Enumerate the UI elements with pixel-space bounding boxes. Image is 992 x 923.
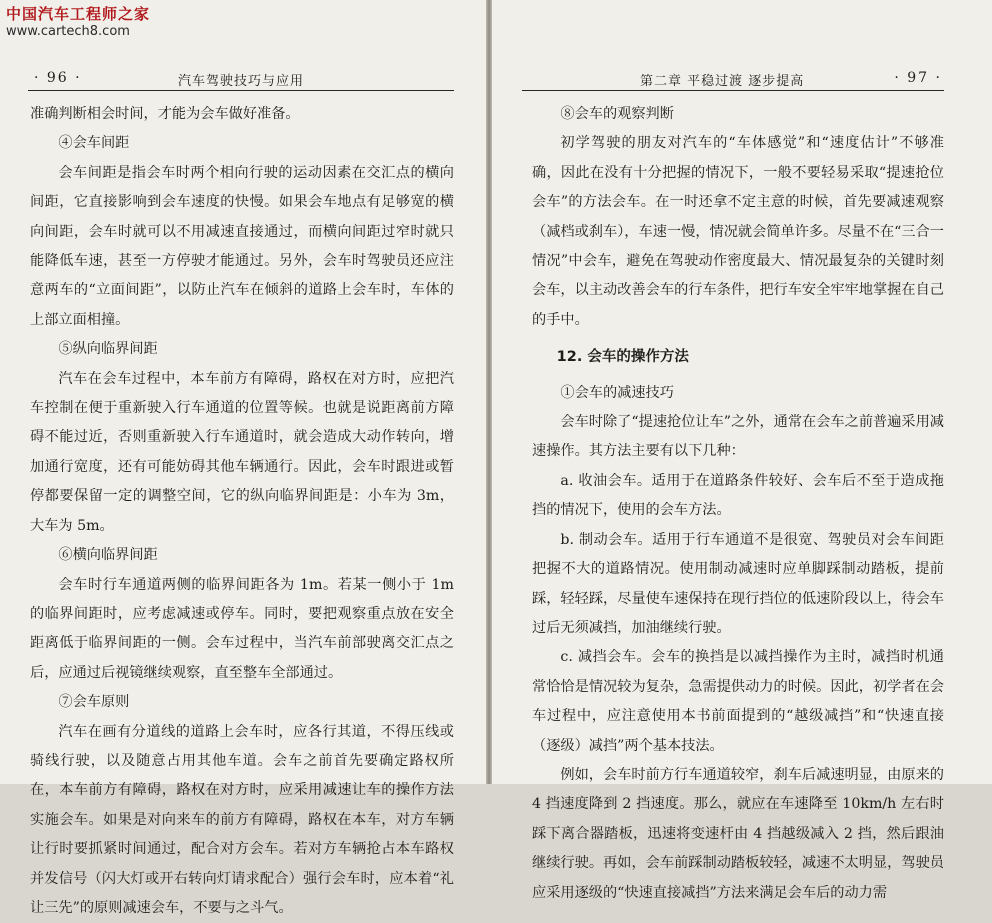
paragraph: 例如，会车时前方行车通道较窄，刹车后减速明显，由原来的 4 挡速度降到 2 挡速度。那么，就应在车速降至 10km/h 左右时踩下离合器踏板，迅速将变速杆由 4 挡越级减入 2 挡，然后跟油继续行驶。再如，会车前踩制动踏板较轻，减速不太明显，驾驶员应采用逐级的“快速直接减挡”方法来满足会车后的动力需 xyxy=(532,766,944,901)
right-running-header xyxy=(522,68,944,91)
subheading: ⑦会车原则 xyxy=(58,694,130,711)
paragraph: a. 收油会车。适用于在道路条件较好、会车后不至于造成拖挡的情况下，使用的会车方法。 xyxy=(532,472,944,519)
paragraph: 准确判断相会时间，才能为会车做好准备。 xyxy=(30,106,300,122)
paragraph: 会车间距是指会车时两个相向行驶的运动因素在交汇点的横向间距，它直接影响到会车速度的快慢。如果会车地点有足够宽的横向间距，会车时就可以不用减速直接通过，而横向间距过窄时就只能降低车速，甚至一方停驶才能通过。另外，会车时驾驶员还应注意两车的“立面间距”，以防止汽车在倾斜的道路上会车时，车体的上部立面相撞。 xyxy=(30,164,454,328)
paragraph: 会车时除了“提速抢位让车”之外，通常在会车之前普遍采用减速操作。其方法主要有以下几种： xyxy=(532,414,944,460)
paragraph: 初学驾驶的朋友对汽车的“车体感觉”和“速度估计”不够准确，因此在没有十分把握的情况下，一般不要轻易采取“提速抢位会车”的方法会车。在一时还拿不定主意的时候，首先要减速观察（减档或刹车），车速一慢，情况就会简单许多。尽量不在“三合一情况”中会车，避免在驾驶动作密度最大、情况最复杂的关键时刻会车，以主动改善会车的行车条件，把行车安全牢牢地掌握在自己的手中。 xyxy=(532,135,944,328)
section-heading: 12. 会车的操作方法 xyxy=(556,349,689,366)
right-body-text xyxy=(532,100,944,908)
watermark-title: 中国汽车工程师之家 xyxy=(6,5,151,23)
paragraph: 会车时行车通道两侧的临界间距各为 1m。若某一侧小于 1m 的临界间距时，应考虑减速或停车。同时，要把观察重点放在安全距离低于临界间距的一侧。会车过程中，当汽车前部驶离交汇点之后，应通过后视镜继续观察，直至整车全部通过。 xyxy=(30,576,454,681)
watermark xyxy=(6,4,150,40)
subheading: ⑧会车的观察判断 xyxy=(560,106,674,122)
paragraph: 汽车在画有分道线的道路上会车时，应各行其道，不得压线或骑线行驶，以及随意占用其他车道。会车之前首先要确定路权所在，本车前方有障碍，路权在对方时，应采用减速让车的操作方法实施会车。如果是对向来车的前方有障碍，路权在本车，对方车辆让行时要抓紧时间通过，配合对方会车。若对方车辆抢占本车路权并发信号（闪大灯或开右转向灯请求配合）强行会车时，应本着“礼让三先”的原则减速会车，不要与之斗气。 xyxy=(30,723,454,916)
watermark-url: www.cartech8.com xyxy=(6,24,130,39)
paragraph: c. 减挡会车。会车的换挡是以减挡操作为主时，减挡时机通常恰恰是情况较为复杂，急需提供动力的时候。因此，初学者在会车过程中，应注意使用本书前面提到的“越级减挡”和“快速直接（逐级）减挡”两个基本技法。 xyxy=(532,649,944,754)
left-body-text xyxy=(30,100,454,923)
right-running-title: 第二章 平稳过渡 逐步提高 xyxy=(640,74,805,89)
right-page-number: · 97 · xyxy=(894,70,942,86)
left-running-header xyxy=(28,68,454,91)
paragraph: b. 制动会车。适用于行车通道不是很宽、驾驶员对会车间距把握不大的道路情况。使用制动减速时应单脚踩制动踏板，提前踩，轻轻踩，尽量使车速保持在现行挡位的低速阶段以上，待会车过后无须减挡，加油继续行驶。 xyxy=(532,531,944,636)
left-page-number: · 96 · xyxy=(34,70,82,86)
right-page xyxy=(492,0,992,901)
left-page xyxy=(0,0,486,916)
subheading: ④会车间距 xyxy=(58,135,130,152)
subheading: ⑤纵向临界间距 xyxy=(58,341,158,358)
paragraph: 汽车在会车过程中，本车前方有障碍，路权在对方时，应把汽车控制在便于重新驶入行车通道的位置等候。也就是说距离前方障碍不能过近，否则重新驶入行车通道时，就会造成大动作转向，增加通行宽度，还有可能妨碍其他车辆通行。因此，会车时跟进或暂停都要保留一定的调整空间，它的纵向临界间距是：小车为 3m，大车为 5m。 xyxy=(30,370,454,534)
subheading: ①会车的减速技巧 xyxy=(560,384,674,401)
left-running-title: 汽车驾驶技巧与应用 xyxy=(177,74,304,89)
subheading: ⑥横向临界间距 xyxy=(58,547,158,564)
